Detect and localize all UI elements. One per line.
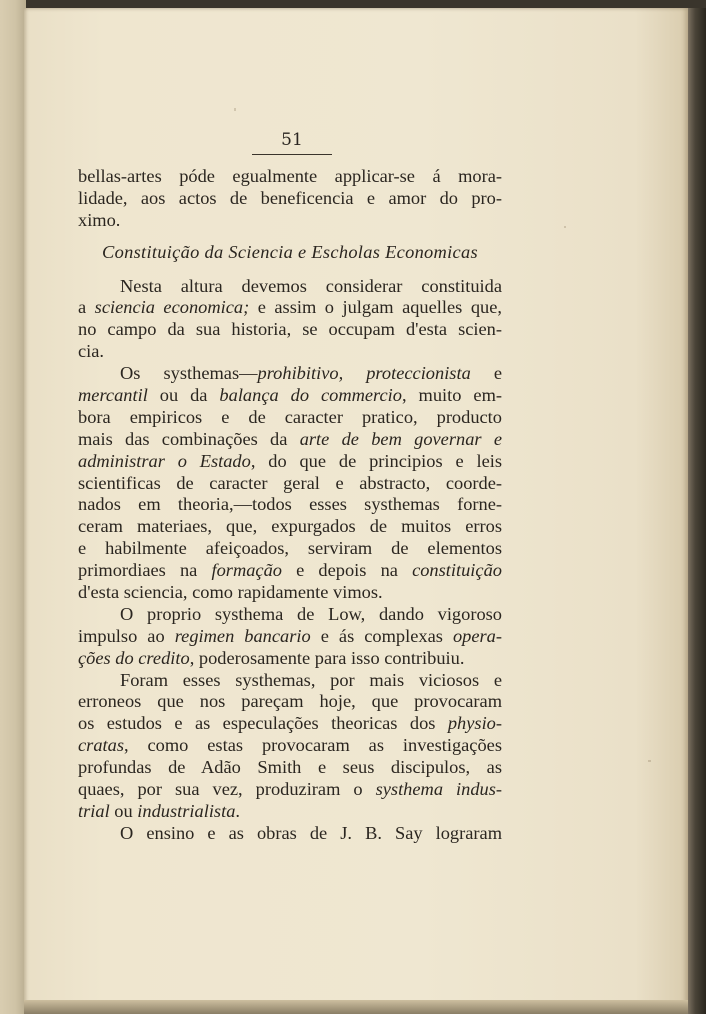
right-binding-shadow	[688, 8, 706, 1014]
text-line: e habilmente afeiçoados, serviram de elementos	[78, 538, 502, 559]
text-line: lidade, aos actos de beneficencia e amor do pro-	[78, 187, 502, 208]
italic-term: physio-	[447, 713, 502, 734]
text-line: O proprio systhema de Low, dando vigoroso	[120, 603, 502, 624]
italic-term: mercantil	[78, 385, 148, 406]
text-line: scientificas de caracter geral e abstracto, coorde-	[78, 472, 502, 493]
body-text	[78, 166, 502, 845]
italic-term: administrar o Estado	[78, 450, 251, 471]
text-line: Nesta altura devemos considerar constituida	[120, 275, 502, 296]
text-line: os estudos e as especulações theoricas dos physio-	[78, 713, 502, 734]
text-line: quaes, por sua vez, produziram o systhema indus-	[78, 779, 502, 800]
italic-term: industrialista	[137, 800, 236, 821]
left-page-edge	[0, 0, 26, 1014]
section-heading: Constituição da Sciencia e Escholas Economicas	[102, 241, 478, 262]
text-line: a sciencia economica; e assim o julgam aquelles que,	[78, 297, 502, 318]
text-line: bora empiricos e de caracter pratico, producto	[78, 406, 502, 427]
text-line: nados em theoria,—todos esses systhemas forne-	[78, 494, 502, 515]
text-line: mais das combinações da arte de bem governar e	[78, 428, 502, 449]
text-line: trial ou industrialista.	[78, 800, 240, 821]
text-line: O ensino e as obras de J. B. Say lograram	[120, 822, 502, 843]
paper-blemish	[648, 760, 651, 762]
page-number: 51	[281, 130, 303, 150]
text-line: mercantil ou da balança do commercio, muito em-	[78, 385, 503, 406]
paper-blemish	[564, 226, 566, 228]
paper-blemish	[234, 108, 236, 111]
italic-term: systhema indus-	[375, 779, 502, 800]
italic-term: opera-	[452, 625, 502, 646]
italic-term: arte de bem governar e	[299, 428, 502, 449]
italic-term: sciencia economica;	[94, 297, 250, 318]
text-line: bellas-artes póde egualmente applicar-se á mora-	[78, 166, 502, 186]
italic-term: formação	[211, 560, 282, 581]
text-line: d'esta sciencia, como rapidamente vimos.	[78, 582, 383, 603]
italic-term: constituição	[412, 560, 502, 581]
text-line: Foram esses systhemas, por mais viciosos e	[120, 669, 502, 690]
text-line: ximo.	[78, 209, 121, 230]
text-line: administrar o Estado, do que de principios e leis	[78, 450, 502, 471]
text-line: erroneos que nos pareçam hoje, que provocaram	[78, 691, 502, 712]
page-number-rule	[252, 154, 332, 155]
italic-term: cratas	[78, 735, 124, 756]
italic-term: regimen bancario	[174, 625, 311, 646]
bottom-page-edge	[24, 1000, 688, 1014]
italic-term: ções do credito	[78, 647, 190, 668]
italic-term: balança do commercio	[219, 385, 402, 406]
text-line: profundas de Adão Smith e seus discipulos, as	[78, 757, 502, 778]
italic-term: prohibitivo, proteccionista	[257, 363, 471, 384]
text-line: cratas, como estas provocaram as investigações	[78, 735, 502, 756]
text-line: ceram materiaes, que, expurgados de muitos erros	[78, 516, 502, 537]
text-line: cia.	[78, 341, 105, 362]
text-line: no campo da sua historia, se occupam d'esta scien-	[78, 319, 502, 340]
text-line: impulso ao regimen bancario e ás complexas opera-	[78, 625, 502, 646]
text-line: ções do credito, poderosamente para isso contribuiu.	[78, 647, 465, 668]
italic-term: trial	[78, 800, 110, 821]
text-line: primordiaes na formação e depois na constituição	[78, 560, 502, 581]
text-line: Os systhemas—prohibitivo, proteccionista e	[120, 363, 503, 384]
